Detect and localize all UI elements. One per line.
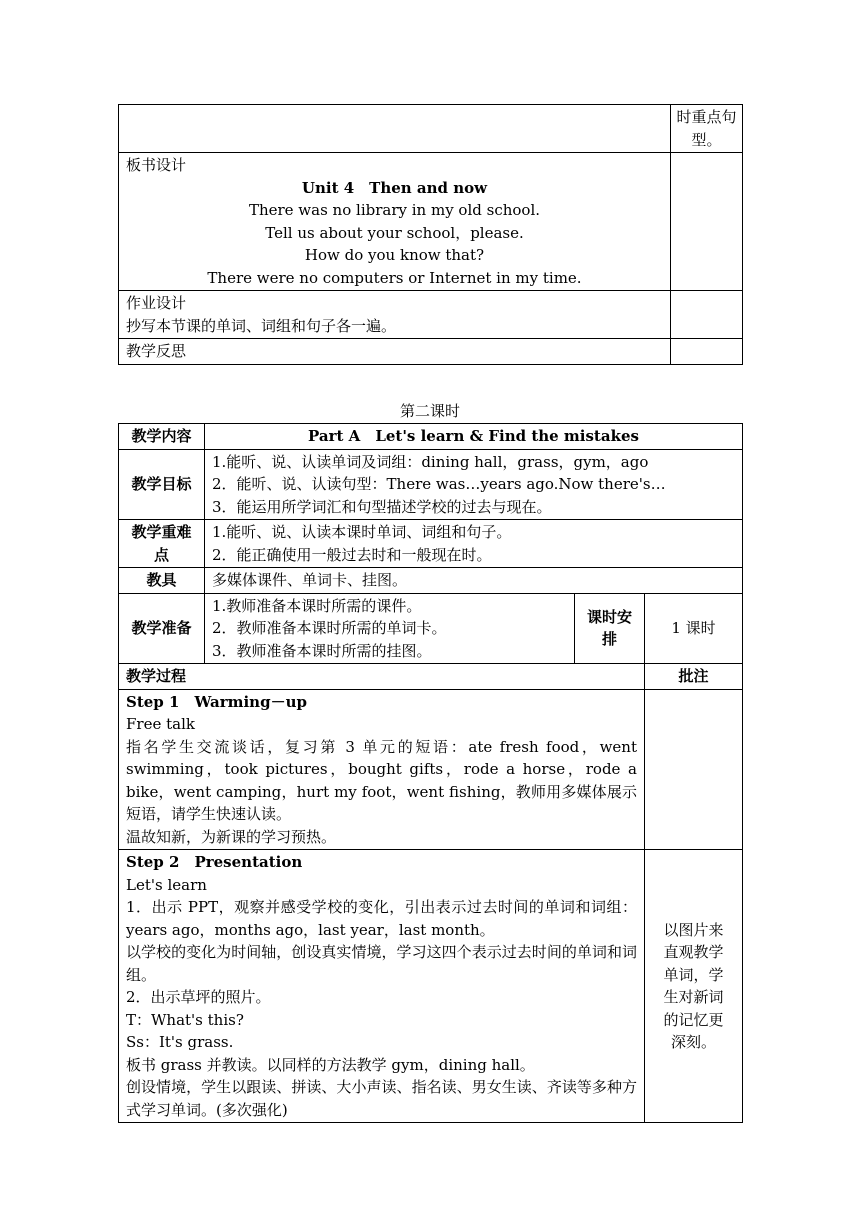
table-row	[119, 689, 743, 850]
homework-text: 抄写本节课的单词、词组和句子各一遍。	[126, 316, 397, 335]
table-row	[119, 153, 743, 291]
table-lesson1-tail	[118, 104, 743, 365]
tools-label: 教具	[119, 568, 205, 594]
table-row	[119, 449, 743, 520]
note-cell	[671, 291, 743, 339]
step2-line: Let's learn	[126, 875, 207, 894]
board-line: Tell us about your school，please.	[265, 223, 524, 242]
table-row	[119, 424, 743, 450]
table-cell	[119, 105, 671, 153]
schedule-label: 课时安排	[575, 593, 645, 664]
board-label: 板书设计	[126, 156, 187, 174]
step2-line: 2．出示草坪的照片。	[126, 988, 271, 1006]
table-lesson2	[118, 423, 743, 1123]
prep-item: 3．教师准备本课时所需的挂图。	[212, 641, 432, 660]
notes-label: 批注	[645, 664, 743, 690]
homework-label: 作业设计	[126, 294, 187, 312]
step2-line: T：What's this?	[126, 1010, 244, 1029]
content-value: Part A Let's learn & Find the mistakes	[205, 424, 743, 450]
note-cell	[671, 153, 743, 291]
prep-item: 1.教师准备本课时所需的课件。	[212, 596, 422, 615]
table-row	[119, 850, 743, 1123]
table-row	[119, 568, 743, 594]
board-design-cell	[119, 153, 671, 291]
keypoint-item: 1.能听、说、认读本课时单词、词组和句子。	[212, 523, 512, 541]
table-row	[119, 593, 743, 664]
step2-note: 以图片来直观教学单词，学生对新词的记忆更深刻。	[663, 920, 724, 1051]
prep-cell	[205, 593, 575, 664]
note-text: 时重点句型。	[676, 108, 737, 149]
reflection-label: 教学反思	[126, 342, 187, 360]
step2-line: 创设情境，学生以跟读、拼读、大小声读、指名读、男女生读、齐读等多种方式学习单词。(多次强化)	[126, 1078, 637, 1119]
board-line: There was no library in my old school.	[248, 201, 541, 219]
goals-label: 教学目标	[119, 449, 205, 520]
table-row	[119, 339, 743, 365]
step2-line: 以学校的变化为时间轴，创设真实情境，学习这四个表示过去时间的单词和词组。	[126, 943, 637, 984]
schedule-value: 1 课时	[645, 593, 743, 664]
step2-note-cell	[645, 850, 743, 1123]
tools-value: 多媒体课件、单词卡、挂图。	[205, 568, 743, 594]
note-cell	[645, 689, 743, 850]
goal-item: 2．能听、说、认读句型：There was…years ago.Now there's…	[212, 475, 666, 493]
lesson2-title: 第二课时	[399, 402, 460, 420]
prep-label: 教学准备	[119, 593, 205, 664]
step2-cell	[119, 850, 645, 1123]
content-label: 教学内容	[119, 424, 205, 450]
board-line: There were no computers or Internet in my time.	[207, 268, 582, 287]
step1-line: 指名学生交流谈话，复习第 3 单元的短语：ate fresh food，went swimming，took pictures，bought gifts，rode a horse，rode a bike，went camping，hurt my foot，went fishing，教师用多媒体展示短语，请学生快速认读。	[126, 737, 637, 823]
table-row	[119, 291, 743, 339]
step2-line: Ss：It's grass.	[126, 1033, 234, 1051]
note-cell	[671, 105, 743, 153]
keypoints-cell	[205, 520, 743, 568]
goals-cell	[205, 449, 743, 520]
board-line: How do you know that?	[304, 246, 485, 264]
step2-line: 1．出示 PPT，观察并感受学校的变化，引出表示过去时间的单词和词组：years ago，months ago，last year，last month。	[126, 898, 637, 939]
table-row	[119, 520, 743, 568]
process-label: 教学过程	[119, 664, 645, 690]
keypoints-label: 教学重难点	[119, 520, 205, 568]
step1-cell	[119, 689, 645, 850]
step1-line: Free talk	[126, 715, 195, 733]
reflection-cell	[119, 339, 671, 365]
goal-item: 1.能听、说、认读单词及词组：dining hall，grass，gym，ago	[212, 452, 649, 471]
table-row	[119, 664, 743, 690]
goal-item: 3．能运用所学词汇和句型描述学校的过去与现在。	[212, 497, 552, 516]
step1-title: Step 1 Warming－up	[126, 692, 307, 711]
step2-line: 板书 grass 并教读。以同样的方法教学 gym，dining hall。	[126, 1055, 535, 1074]
keypoint-item: 2．能正确使用一般过去时和一般现在时。	[212, 545, 492, 564]
homework-cell	[119, 291, 671, 339]
table-row	[119, 105, 743, 153]
step2-title: Step 2 Presentation	[126, 853, 303, 871]
board-title: Unit 4 Then and now	[301, 178, 488, 197]
note-cell	[671, 339, 743, 365]
step1-line: 温故知新，为新课的学习预热。	[126, 827, 337, 846]
prep-item: 2．教师准备本课时所需的单词卡。	[212, 619, 447, 637]
